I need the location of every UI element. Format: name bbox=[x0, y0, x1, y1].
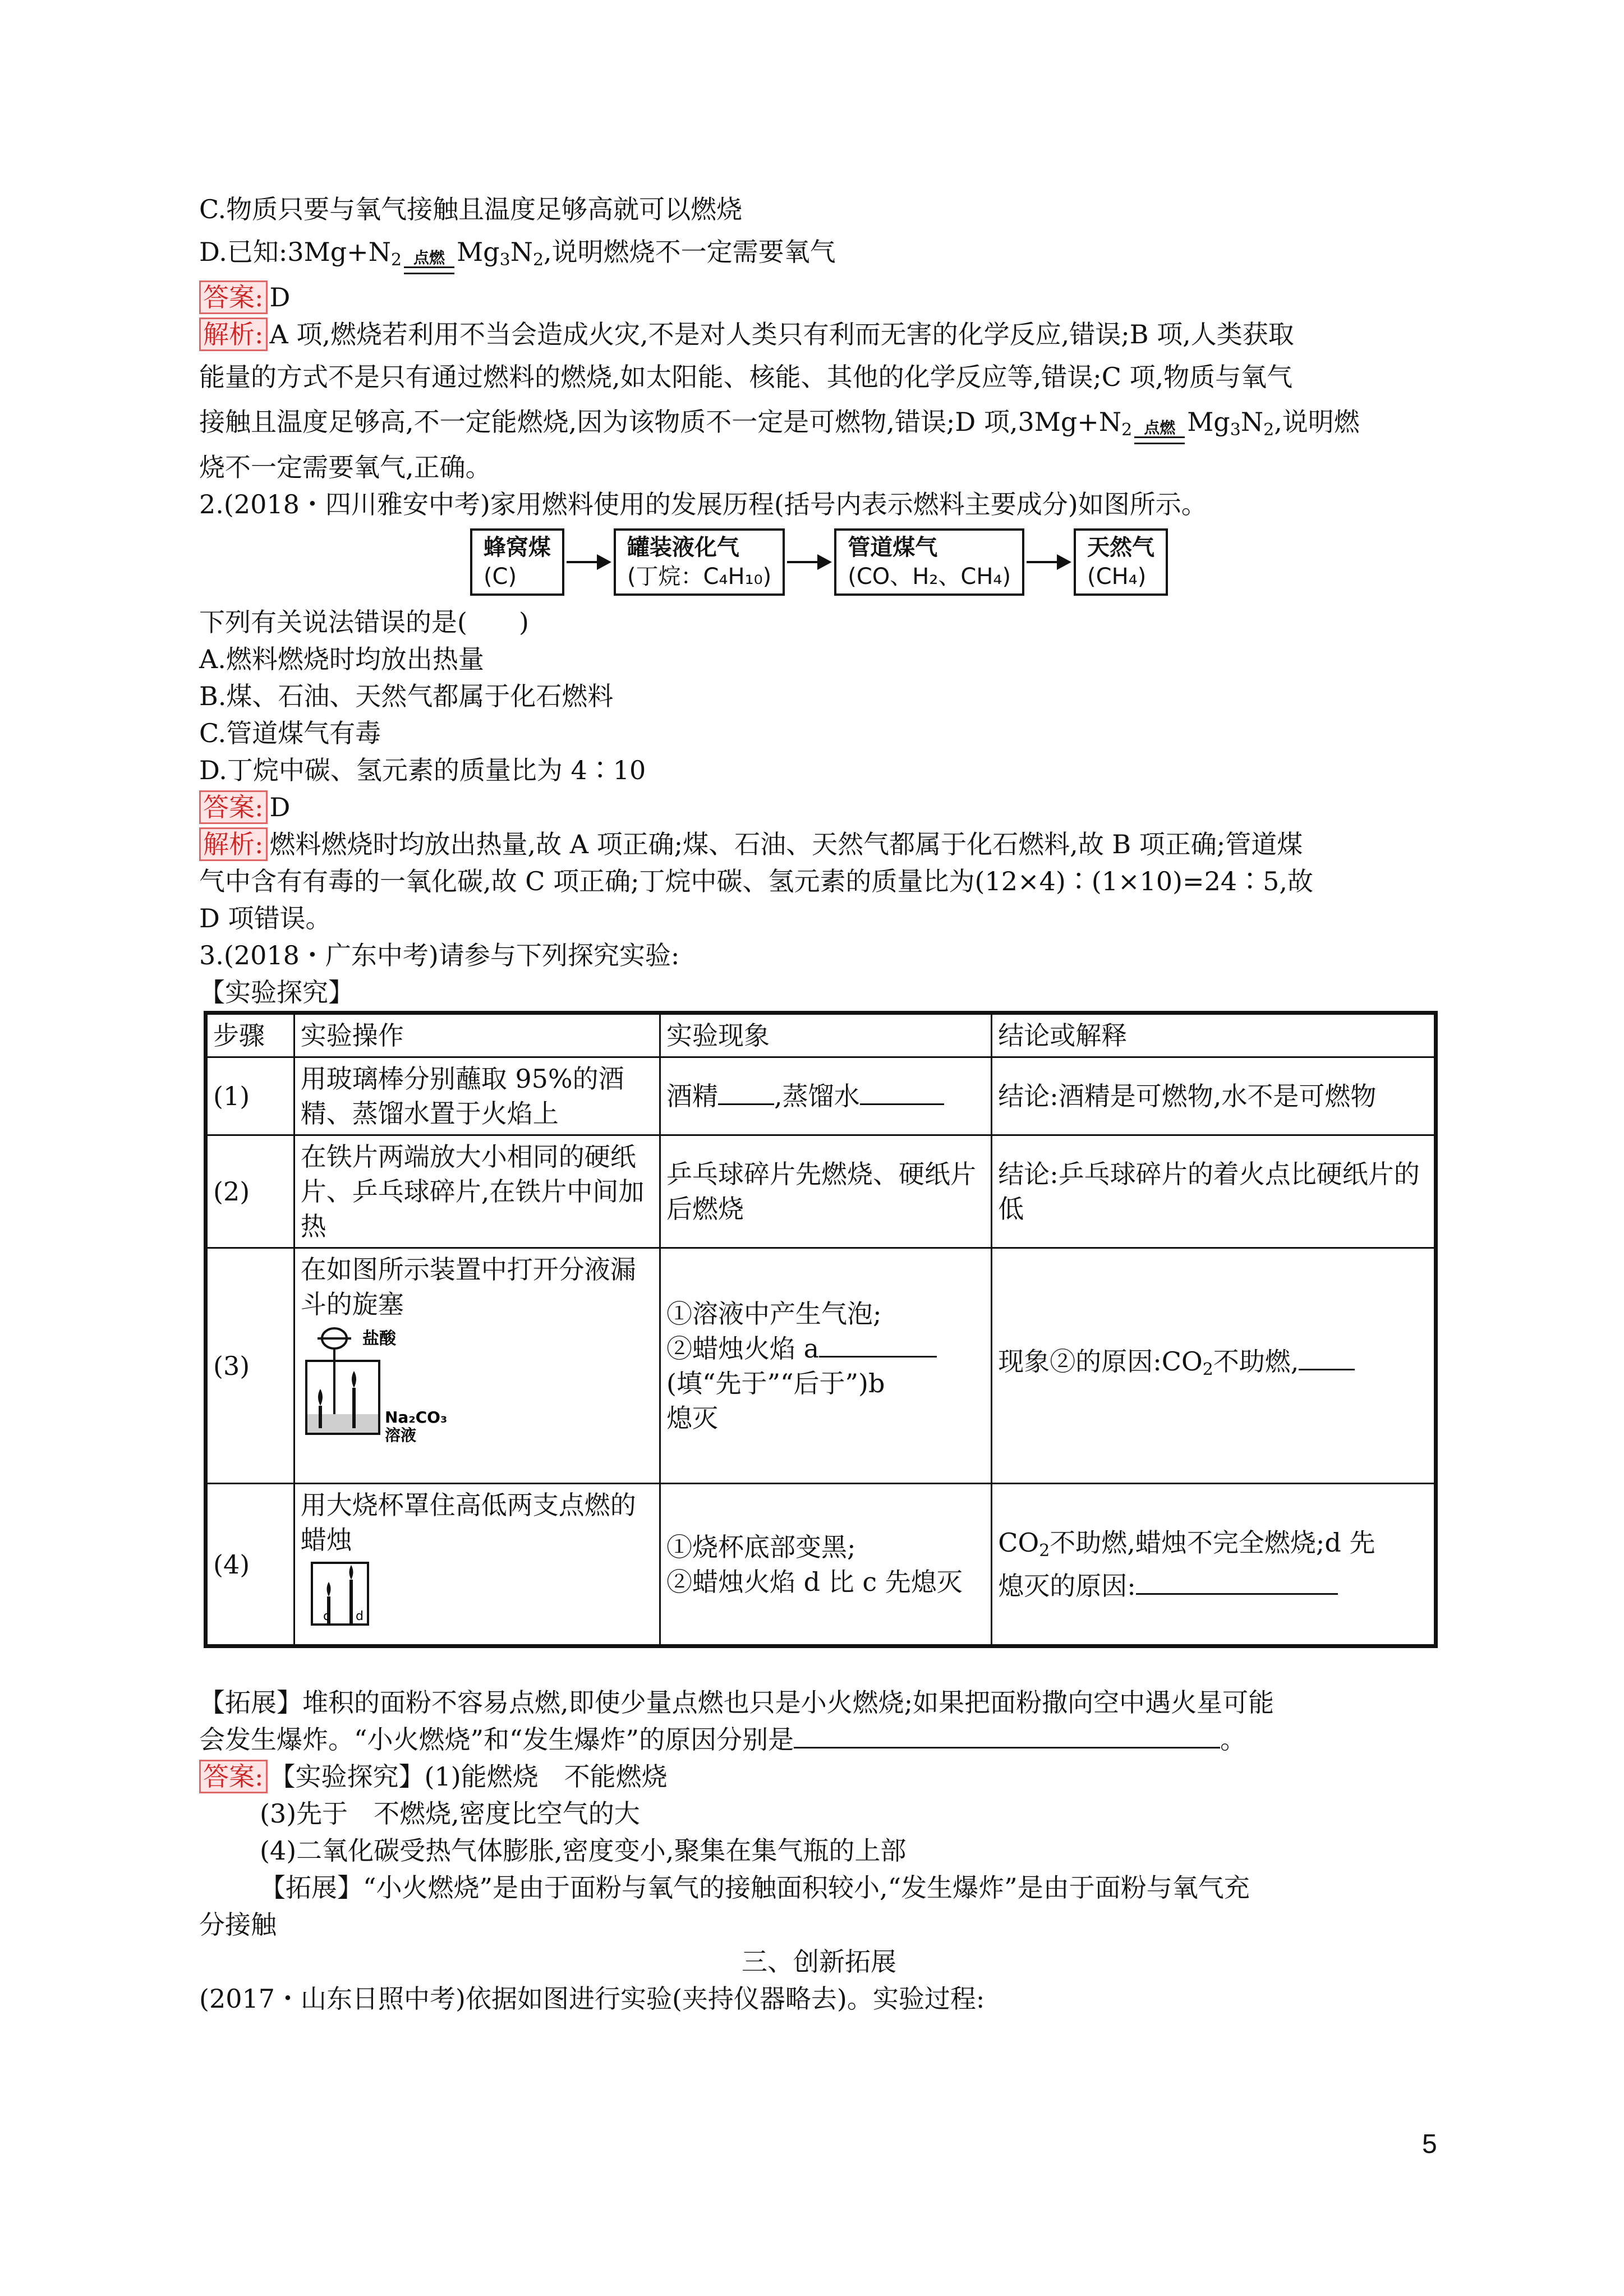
fuel-flow-diagram bbox=[199, 528, 1439, 596]
header-phenomenon: 实验现象 bbox=[660, 1013, 992, 1057]
blank-field[interactable] bbox=[794, 1722, 1220, 1749]
q2-option-c: C.管道煤气有毒 bbox=[199, 718, 381, 748]
q2-stem: 2.(2018・四川雅安中考)家用燃料使用的发展历程(括号内表示燃料主要成分)如图所示。 bbox=[199, 489, 1207, 519]
flow-arrow bbox=[567, 551, 611, 573]
q2-question: 下列有关说法错误的是( ) bbox=[199, 607, 529, 637]
figure-label-na2co3: Na₂CO₃ bbox=[384, 1408, 447, 1427]
q1-option-d: D.已知$:3Mg+N_2$ 点燃 $Mg_3N_2$,说明燃烧不一定需要氧气 bbox=[199, 233, 1439, 279]
answer-tag: 答案: bbox=[199, 790, 268, 824]
q2-option-a: A.燃料燃烧时均放出热量 bbox=[199, 644, 484, 674]
q2-answer: 答案: D bbox=[199, 789, 1439, 826]
q1-analysis-line3: 接触且温度足够高,不一定能燃烧,因为该物质不一定是可燃物,错误;D 项$,3Mg+N_2$ 点燃 $Mg_3N_2$,说明燃 bbox=[199, 403, 1439, 449]
flow-box-natural-gas: 天然气 (CH₄) bbox=[1074, 528, 1168, 596]
table-row: (4) 用大烧杯罩住高低两支点燃的蜡烛 c d ①烧杯底部变黑; ②蜡烛火焰 d 比 c 先熄灭 $CO_2$不助燃,蜡烛不完全燃烧;d 先 熄灭的原因: bbox=[206, 1484, 1436, 1646]
section3-stem: (2017・山东日照中考)依据如图进行实验(夹持仪器略去)。实验过程: bbox=[199, 1984, 985, 2014]
q1-analysis-line1: 解析: A 项,燃烧若利用不当会造成火灾,不是对人类只有利而无害的化学反应,错误;B 项,人类获取 bbox=[199, 316, 1439, 353]
figure-label-acid: 盐酸 bbox=[362, 1329, 396, 1349]
reaction-condition: 点燃 bbox=[404, 250, 454, 274]
q3-stem: 3.(2018・广东中考)请参与下列探究实验: bbox=[199, 940, 680, 970]
blank-field[interactable] bbox=[718, 1079, 774, 1105]
answer-tag: 答案: bbox=[199, 1760, 268, 1793]
table-row: (3) 在如图所示装置中打开分液漏斗的旋塞 盐酸 Na₂CO₃ 溶液 ①溶液中产生气泡; ②蜡烛火焰 a (填“先于”“后于”)b 熄灭 现象②的原因$:CO_2$不助燃, bbox=[206, 1248, 1436, 1484]
document-page bbox=[199, 191, 1439, 2017]
reaction-condition: 点燃 bbox=[1134, 420, 1185, 444]
section-title: 三、创新拓展 bbox=[742, 1947, 896, 1977]
q3-answer-line5: 分接触 bbox=[199, 1910, 277, 1940]
flow-arrow bbox=[1027, 551, 1071, 573]
analysis-tag: 解析: bbox=[199, 827, 268, 861]
q3-answer-line2: (3)先于 不燃烧,密度比空气的大 bbox=[260, 1798, 640, 1829]
page-number: 5 bbox=[1422, 2129, 1437, 2159]
table-row: (1) 用玻璃棒分别蘸取 95%的酒精、蒸馏水置于火焰上 酒精 ,蒸馏水 结论:酒精是可燃物,水不是可燃物 bbox=[206, 1057, 1436, 1135]
flow-box-pipeline-gas: 管道煤气 (CO、H₂、CH₄) bbox=[834, 528, 1024, 596]
figure-label-d: d bbox=[355, 1609, 364, 1623]
q2-option-b: B.煤、石油、天然气都属于化石燃料 bbox=[199, 681, 614, 711]
figure-label-c: c bbox=[323, 1609, 330, 1623]
figure-label-solution: 溶液 bbox=[384, 1426, 416, 1444]
candle-beaker-figure bbox=[301, 1557, 413, 1630]
analysis-tag: 解析: bbox=[199, 318, 268, 351]
flow-box-honeycomb-coal: 蜂窝煤 (C) bbox=[470, 528, 564, 596]
experiment-table bbox=[204, 1011, 1438, 1648]
co2-apparatus-figure bbox=[301, 1322, 469, 1445]
q1-analysis-line2: 能量的方式不是只有通过燃料的燃烧,如太阳能、核能、其他的化学反应等,错误;C 项,物质与氧气 bbox=[199, 362, 1293, 392]
q2-option-d: D.丁烷中碳、氢元素的质量比为 4∶10 bbox=[199, 755, 646, 785]
q3-answer-line4: 【拓展】“小火燃烧”是由于面粉与氧气的接触面积较小,“发生爆炸”是由于面粉与氧气充 bbox=[260, 1872, 1250, 1903]
q3-answer-line3: (4)二氧化碳受热气体膨胀,密度变小,聚集在集气瓶的上部 bbox=[260, 1835, 907, 1866]
header-conclusion: 结论或解释 bbox=[992, 1013, 1436, 1057]
flow-box-lpg: 罐装液化气 (丁烷：C₄H₁₀) bbox=[614, 528, 785, 596]
flow-arrow bbox=[787, 551, 832, 573]
header-operation: 实验操作 bbox=[294, 1013, 660, 1057]
q2-analysis-line3: D 项错误。 bbox=[199, 903, 332, 933]
q3-section: 【实验探究】 bbox=[199, 977, 354, 1007]
table-row: (2) 在铁片两端放大小相同的硬纸片、乒乓球碎片,在铁片中间加热 乒乓球碎片先燃烧、硬纸片后燃烧 结论:乒乓球碎片的着火点比硬纸片的低 bbox=[206, 1135, 1436, 1248]
q3-extension-line2: 会发生爆炸。“小火燃烧”和“发生爆炸”的原因分别是 。 bbox=[199, 1721, 1439, 1758]
blank-field[interactable] bbox=[1136, 1568, 1338, 1595]
q1-answer: 答案: D bbox=[199, 279, 1439, 316]
q1-option-c: C.物质只要与氧气接触且温度足够高就可以燃烧 bbox=[199, 194, 743, 224]
table-header-row bbox=[206, 1013, 1436, 1057]
q1-analysis-line4: 烧不一定需要氧气,正确。 bbox=[199, 452, 491, 482]
blank-field[interactable] bbox=[1299, 1344, 1355, 1370]
blank-field[interactable] bbox=[819, 1331, 937, 1358]
q3-answer-line1: 答案: 【实验探究】(1)能燃烧 不能燃烧 bbox=[199, 1758, 1439, 1795]
answer-tag: 答案: bbox=[199, 280, 268, 314]
q3-extension-line1: 【拓展】堆积的面粉不容易点燃,即使少量点燃也只是小火燃烧;如果把面粉撒向空中遇火星可能 bbox=[199, 1687, 1275, 1718]
blank-field[interactable] bbox=[860, 1079, 944, 1105]
header-step: 步骤 bbox=[206, 1013, 295, 1057]
q2-analysis-line2: 气中含有有毒的一氧化碳,故 C 项正确;丁烷中碳、氢元素的质量比为(12×4)∶(1×10)=24∶5,故 bbox=[199, 866, 1313, 896]
q2-analysis-line1: 解析: 燃料燃烧时均放出热量,故 A 项正确;煤、石油、天然气都属于化石燃料,故 B 项正确;管道煤 bbox=[199, 826, 1439, 863]
